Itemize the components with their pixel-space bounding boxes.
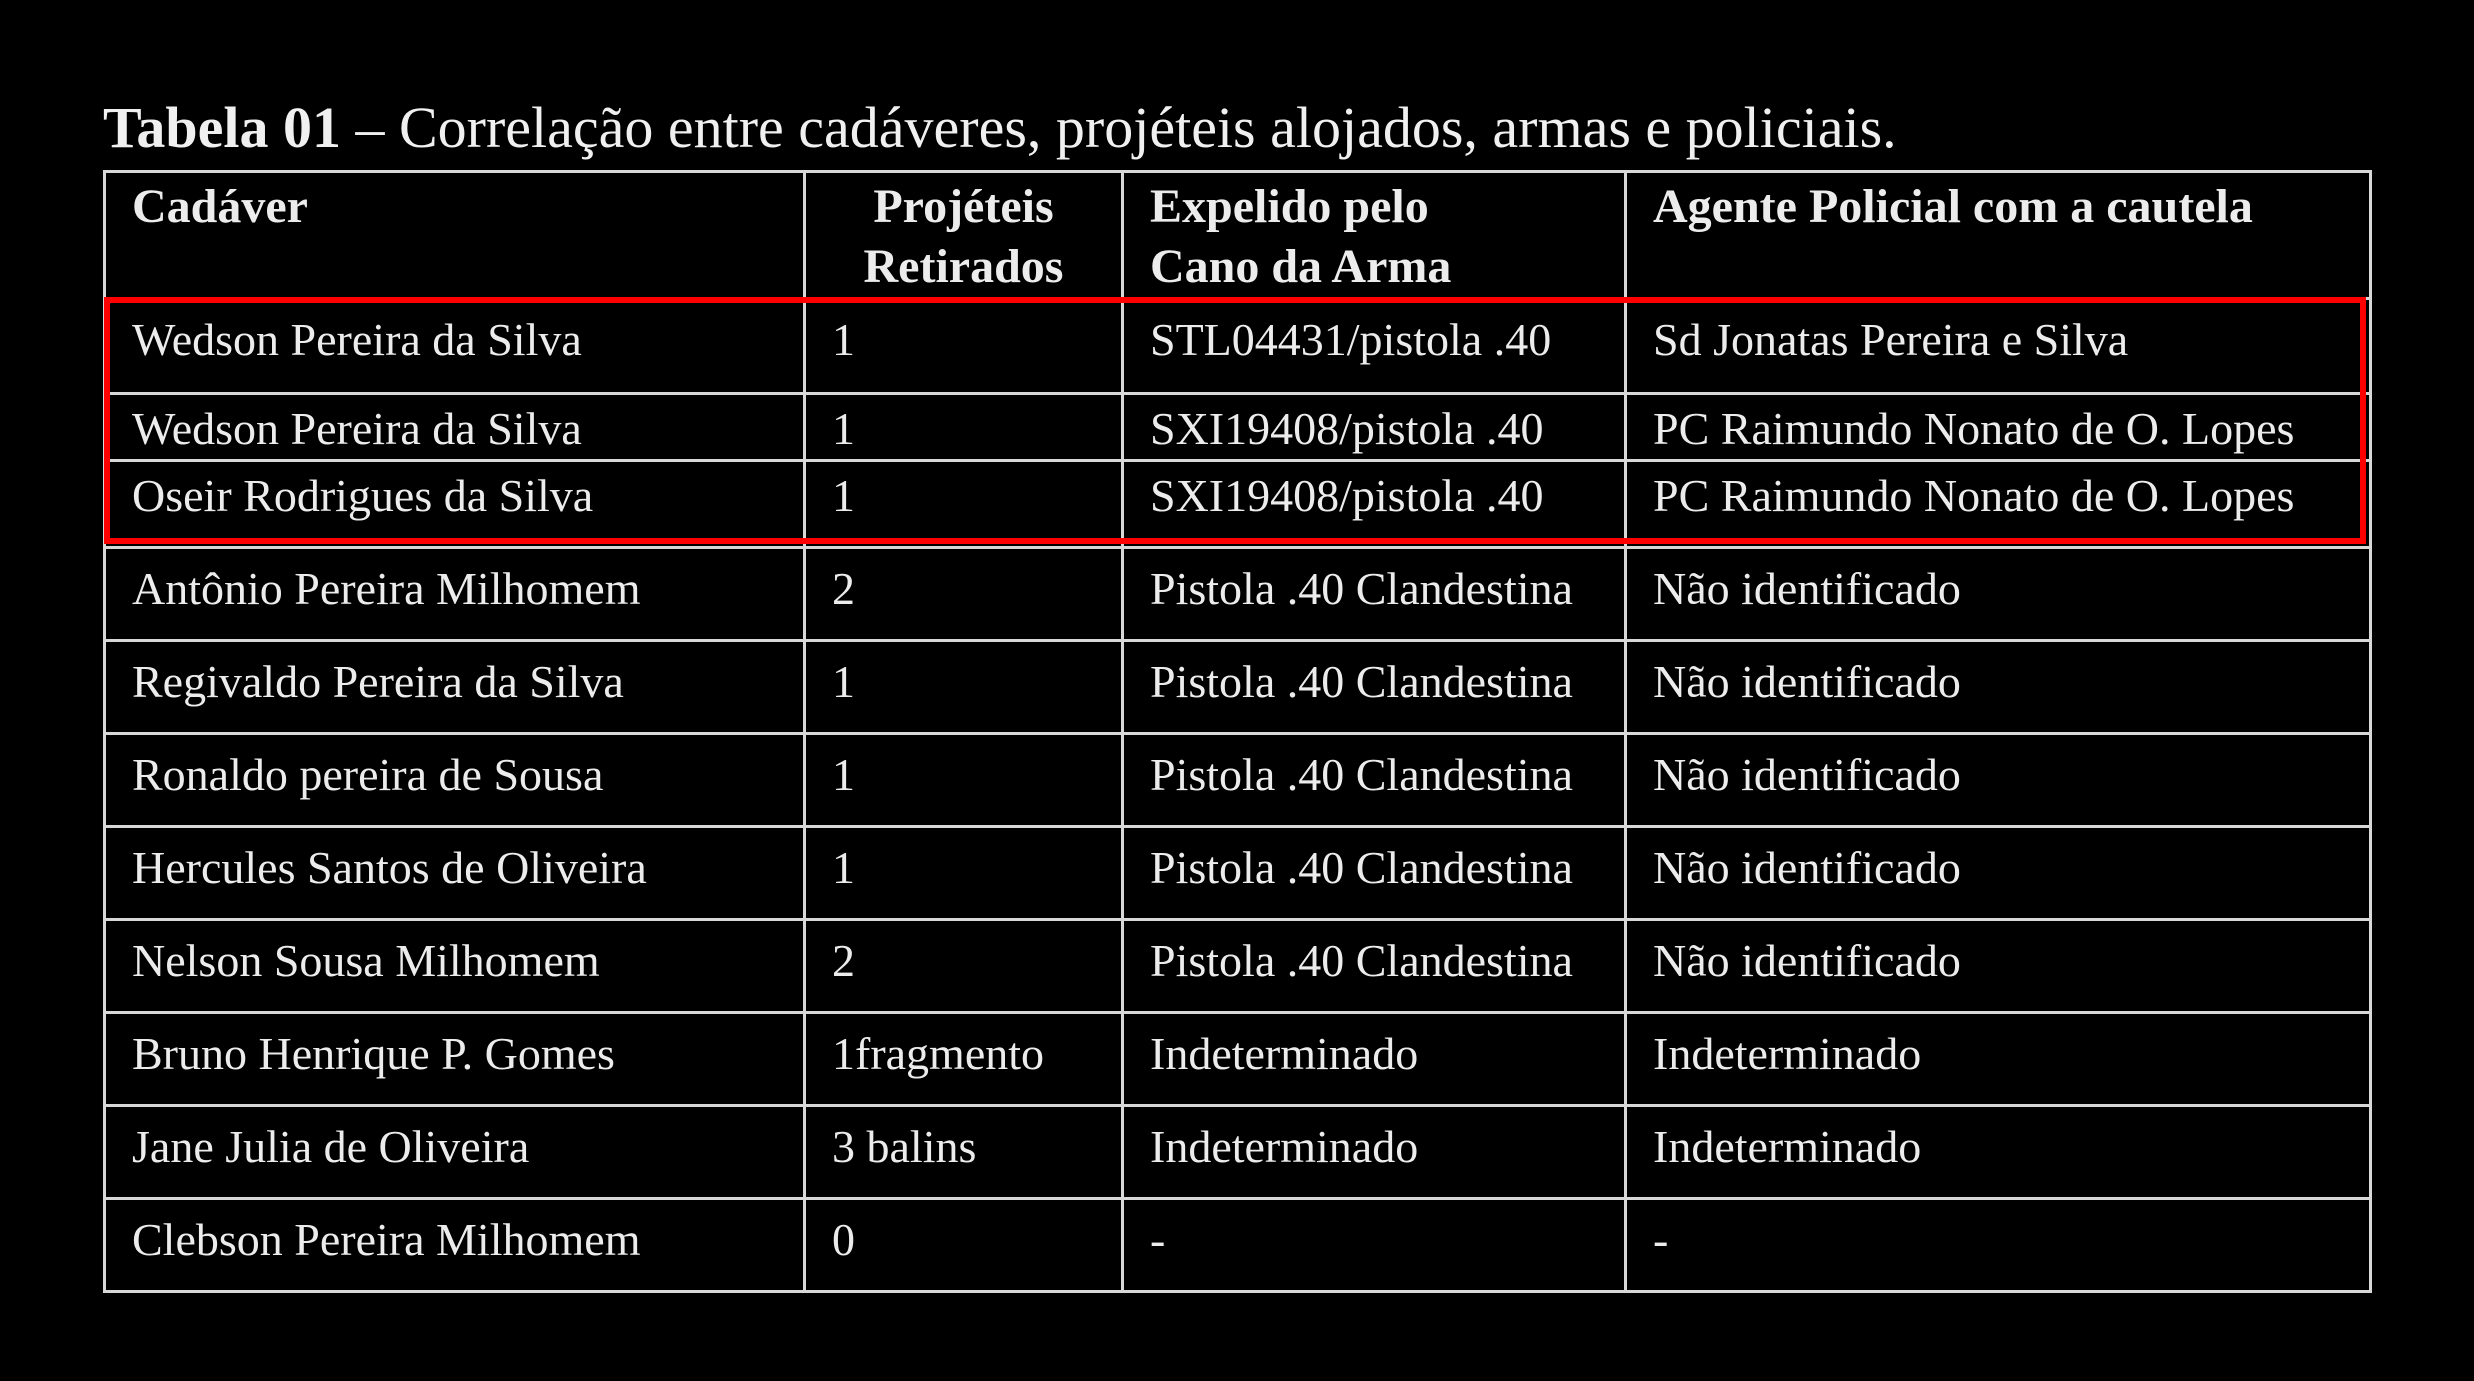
header-expelido	[1123, 172, 1626, 299]
table-header-row	[105, 172, 2371, 299]
table-caption	[103, 92, 1897, 164]
cell-projeteis: 1	[805, 299, 1123, 394]
cell-agente: -	[1626, 1199, 2371, 1292]
cell-projeteis: 1	[805, 827, 1123, 920]
cell-cadaver: Hercules Santos de Oliveira	[105, 827, 805, 920]
cell-cadaver: Wedson Pereira da Silva	[105, 299, 805, 394]
cell-agente: Sd Jonatas Pereira e Silva	[1626, 299, 2371, 394]
table-row	[105, 548, 2371, 641]
header-agente-line1: Agente Policial com a cautela	[1653, 180, 2253, 233]
cell-cadaver: Antônio Pereira Milhomem	[105, 548, 805, 641]
table-row	[105, 461, 2371, 548]
cell-agente: Indeterminado	[1626, 1106, 2371, 1199]
table-row	[105, 299, 2371, 394]
cell-projeteis: 1fragmento	[805, 1013, 1123, 1106]
header-agente	[1626, 172, 2371, 299]
caption-text: – Correlação entre cadáveres, projéteis alojados, armas e policiais.	[340, 95, 1897, 160]
cell-arma: Pistola .40 Clandestina	[1123, 641, 1626, 734]
cell-projeteis: 0	[805, 1199, 1123, 1292]
cell-agente: PC Raimundo Nonato de O. Lopes	[1626, 394, 2371, 461]
cell-cadaver: Ronaldo pereira de Sousa	[105, 734, 805, 827]
cell-agente: Indeterminado	[1626, 1013, 2371, 1106]
cell-agente: Não identificado	[1626, 641, 2371, 734]
cell-agente: Não identificado	[1626, 920, 2371, 1013]
cell-cadaver: Regivaldo Pereira da Silva	[105, 641, 805, 734]
cell-arma: Pistola .40 Clandestina	[1123, 548, 1626, 641]
header-projeteis-line2: Retirados	[863, 240, 1064, 293]
header-expelido-line1: Expelido pelo	[1150, 180, 1429, 233]
cell-arma: Pistola .40 Clandestina	[1123, 920, 1626, 1013]
cell-agente: Não identificado	[1626, 548, 2371, 641]
table-row	[105, 920, 2371, 1013]
cell-arma: SXI19408/pistola .40	[1123, 461, 1626, 548]
cell-projeteis: 1	[805, 461, 1123, 548]
cell-cadaver: Oseir Rodrigues da Silva	[105, 461, 805, 548]
cell-arma: Pistola .40 Clandestina	[1123, 827, 1626, 920]
cell-arma: Pistola .40 Clandestina	[1123, 734, 1626, 827]
cell-arma: SXI19408/pistola .40	[1123, 394, 1626, 461]
table-row	[105, 1199, 2371, 1292]
table-row	[105, 1013, 2371, 1106]
cell-arma: STL04431/pistola .40	[1123, 299, 1626, 394]
cell-projeteis: 1	[805, 734, 1123, 827]
table-row	[105, 641, 2371, 734]
cell-cadaver: Nelson Sousa Milhomem	[105, 920, 805, 1013]
cell-projeteis: 2	[805, 548, 1123, 641]
cell-agente: Não identificado	[1626, 734, 2371, 827]
cell-cadaver: Bruno Henrique P. Gomes	[105, 1013, 805, 1106]
cell-projeteis: 2	[805, 920, 1123, 1013]
table-row	[105, 394, 2371, 461]
cell-arma: -	[1123, 1199, 1626, 1292]
cell-arma: Indeterminado	[1123, 1013, 1626, 1106]
cell-agente: PC Raimundo Nonato de O. Lopes	[1626, 461, 2371, 548]
cell-arma: Indeterminado	[1123, 1106, 1626, 1199]
header-cadaver	[105, 172, 805, 299]
header-expelido-line2: Cano da Arma	[1150, 240, 1452, 293]
caption-label: Tabela 01	[103, 95, 341, 160]
header-cadaver-line1: Cadáver	[132, 180, 308, 233]
correlation-table	[103, 170, 2372, 1293]
header-projeteis	[805, 172, 1123, 299]
cell-cadaver: Clebson Pereira Milhomem	[105, 1199, 805, 1292]
cell-projeteis: 1	[805, 641, 1123, 734]
header-projeteis-line1: Projéteis	[873, 180, 1054, 233]
cell-agente: Não identificado	[1626, 827, 2371, 920]
cell-projeteis: 1	[805, 394, 1123, 461]
cell-cadaver: Jane Julia de Oliveira	[105, 1106, 805, 1199]
table-row	[105, 1106, 2371, 1199]
cell-projeteis: 3 balins	[805, 1106, 1123, 1199]
table-row	[105, 827, 2371, 920]
table-row	[105, 734, 2371, 827]
cell-cadaver: Wedson Pereira da Silva	[105, 394, 805, 461]
